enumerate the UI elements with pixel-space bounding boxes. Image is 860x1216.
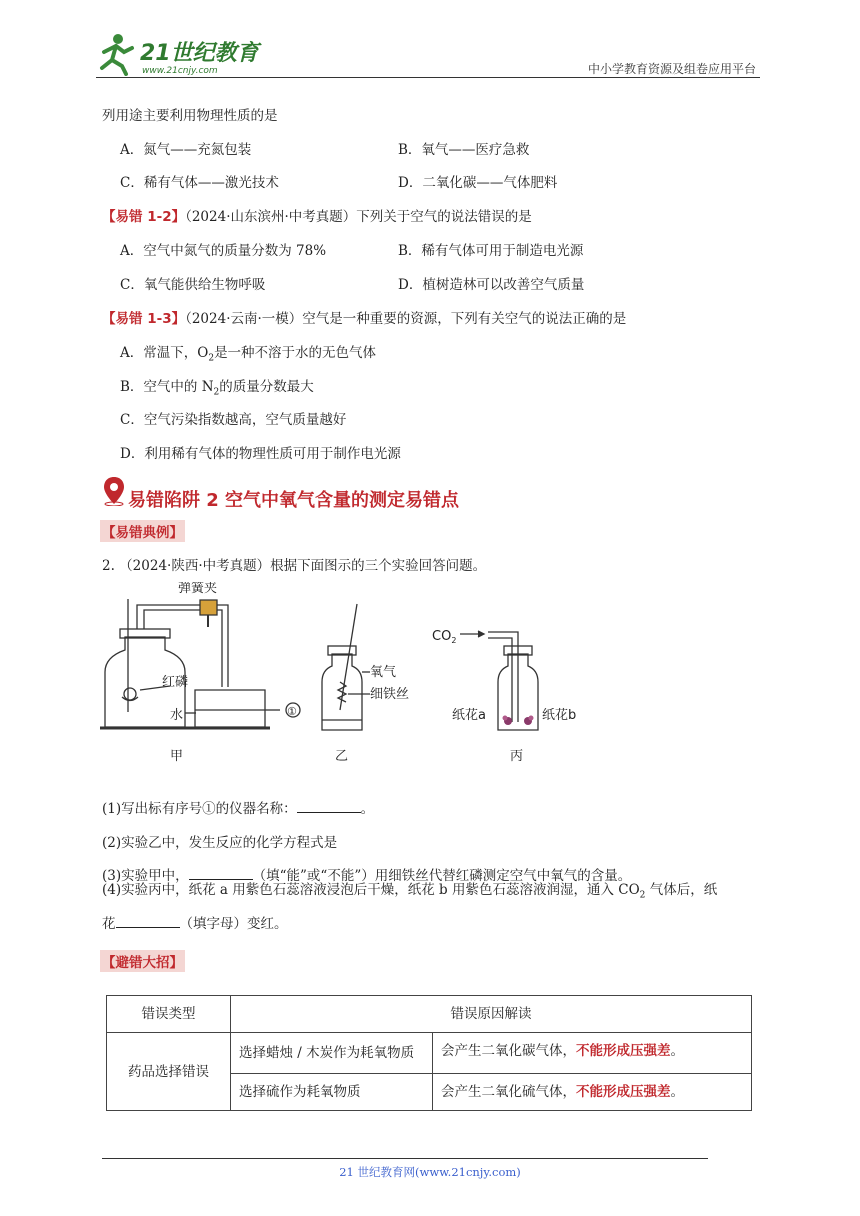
- yi-caption: 乙: [335, 749, 349, 764]
- footer-divider: [102, 1158, 708, 1159]
- header-divider: [96, 77, 760, 78]
- jia-label-circle-1: ①: [287, 705, 297, 718]
- bing-label-flower-a: 纸花a: [452, 708, 486, 723]
- location-pin-icon: [102, 476, 126, 510]
- table-cell-type: 药品选择错误: [107, 1033, 231, 1111]
- runner-icon: [102, 34, 132, 74]
- q11-option-d: D．二氧化碳——气体肥料: [398, 175, 558, 191]
- table-header-reason: 错误原因解读: [231, 996, 752, 1033]
- bing-label-flower-b: 纸花b: [542, 708, 577, 723]
- error-table: [106, 995, 752, 1111]
- q12-option-d: D．植树造林可以改善空气质量: [398, 277, 585, 293]
- q2-stem: 2. （2024·陕西·中考真题）根据下面图示的三个实验回答问题。: [102, 558, 487, 574]
- q13-option-c: C．空气污染指数越高，空气质量越好: [120, 412, 347, 428]
- table-cell-effect-2: 会产生二氧化硫气体，不能形成压强差。: [433, 1074, 752, 1111]
- bing-label-co2: $CO_2$: [432, 629, 457, 645]
- q2-part3: (3)实验甲中， （填“能”或“不能”）用细铁丝代替红磷测定空气中氧气的含量。: [102, 868, 632, 884]
- table-cell-effect-1: 会产生二氧化碳气体，不能形成压强差。: [433, 1033, 752, 1074]
- q12-stem: （2024·山东滨州·中考真题）下列关于空气的说法错误的是: [185, 209, 532, 225]
- site-logo: [96, 30, 266, 76]
- q2-part3-blank[interactable]: [189, 867, 253, 880]
- q2-part4-line2: 花 （填字母）变红。: [102, 916, 288, 932]
- paper-flower-a: [503, 716, 513, 726]
- table-row: [107, 1033, 752, 1074]
- q12-option-a: A．空气中氮气的质量分数为 78%: [120, 243, 327, 259]
- jia-caption: 甲: [170, 749, 184, 764]
- jia-label-water: 水: [170, 708, 184, 723]
- paper-flower-b: [524, 716, 534, 726]
- q11-option-c: C．稀有气体——激光技术: [120, 175, 279, 191]
- footer-link[interactable]: 21 世纪教育网(www.21cnjy.com): [339, 1165, 521, 1179]
- jia-label-phosphorus: 红磷: [162, 675, 189, 690]
- q11-stem: 列用途主要利用物理性质的是: [102, 108, 278, 124]
- logo-text: 21世纪教育: [140, 41, 259, 66]
- tips-tag: 【避错大招】: [100, 950, 185, 972]
- table-cell-reason-2: 选择硫作为耗氧物质: [231, 1074, 433, 1111]
- logo-url: www.21cnjy.com: [142, 66, 218, 76]
- q12-option-b: B．稀有气体可用于制造电光源: [398, 243, 584, 259]
- section-title: 易错陷阱 2 空气中氧气含量的测定易错点: [128, 490, 460, 511]
- q13-option-d: D．利用稀有气体的物理性质可用于制作电光源: [120, 446, 401, 462]
- table-header-type: 错误类型: [107, 996, 231, 1033]
- q2-part2: (2)实验乙中，发生反应的化学方程式是: [102, 835, 338, 851]
- jia-label-clip: 弹簧夹: [178, 582, 218, 596]
- apparatus-yi: [322, 604, 370, 730]
- q13-tag: 【易错 1-3】: [102, 311, 186, 327]
- q2-part4-line1: (4)实验丙中，纸花 a 用紫色石蕊溶液浸泡后干燥，纸花 b 用紫色石蕊溶液润湿，通入 $CO_2$ 气体后，纸: [102, 882, 718, 901]
- q12-tag: 【易错 1-2】: [102, 209, 186, 225]
- q2-part1: (1)写出标有序号①的仪器名称： 。: [102, 801, 375, 817]
- table-header-row: [107, 996, 752, 1033]
- q11-option-a: A．氮气——充氮包装: [120, 142, 252, 158]
- q13-stem: （2024·云南·一模）空气是一种重要的资源，下列有关空气的说法正确的是: [185, 311, 627, 327]
- q2-part4-blank[interactable]: [116, 915, 180, 928]
- apparatus-jia: [100, 599, 300, 728]
- table-cell-reason-1: 选择蜡烛 / 木炭作为耗氧物质: [231, 1033, 433, 1074]
- yi-label-oxygen: 氧气: [370, 665, 397, 680]
- q12-line: [102, 207, 532, 227]
- experiment-diagram: [100, 582, 620, 776]
- q13-line: [102, 309, 626, 329]
- q13-option-b: B．空气中的 $N_2$的质量分数最大: [120, 379, 314, 398]
- q12-option-c: C．氧气能供给生物呼吸: [120, 277, 266, 293]
- q11-option-b: B．氧气——医疗急救: [398, 142, 530, 158]
- bing-caption: 丙: [510, 749, 524, 764]
- header-platform-text: 中小学教育资源及组卷应用平台: [587, 62, 756, 76]
- yi-label-wire: 细铁丝: [370, 687, 410, 702]
- q13-option-a: A．常温下，$O_2$是一种不溶于水的无色气体: [120, 345, 377, 364]
- q2-part1-blank[interactable]: [297, 800, 361, 813]
- typical-example-tag: 【易错典例】: [100, 520, 185, 542]
